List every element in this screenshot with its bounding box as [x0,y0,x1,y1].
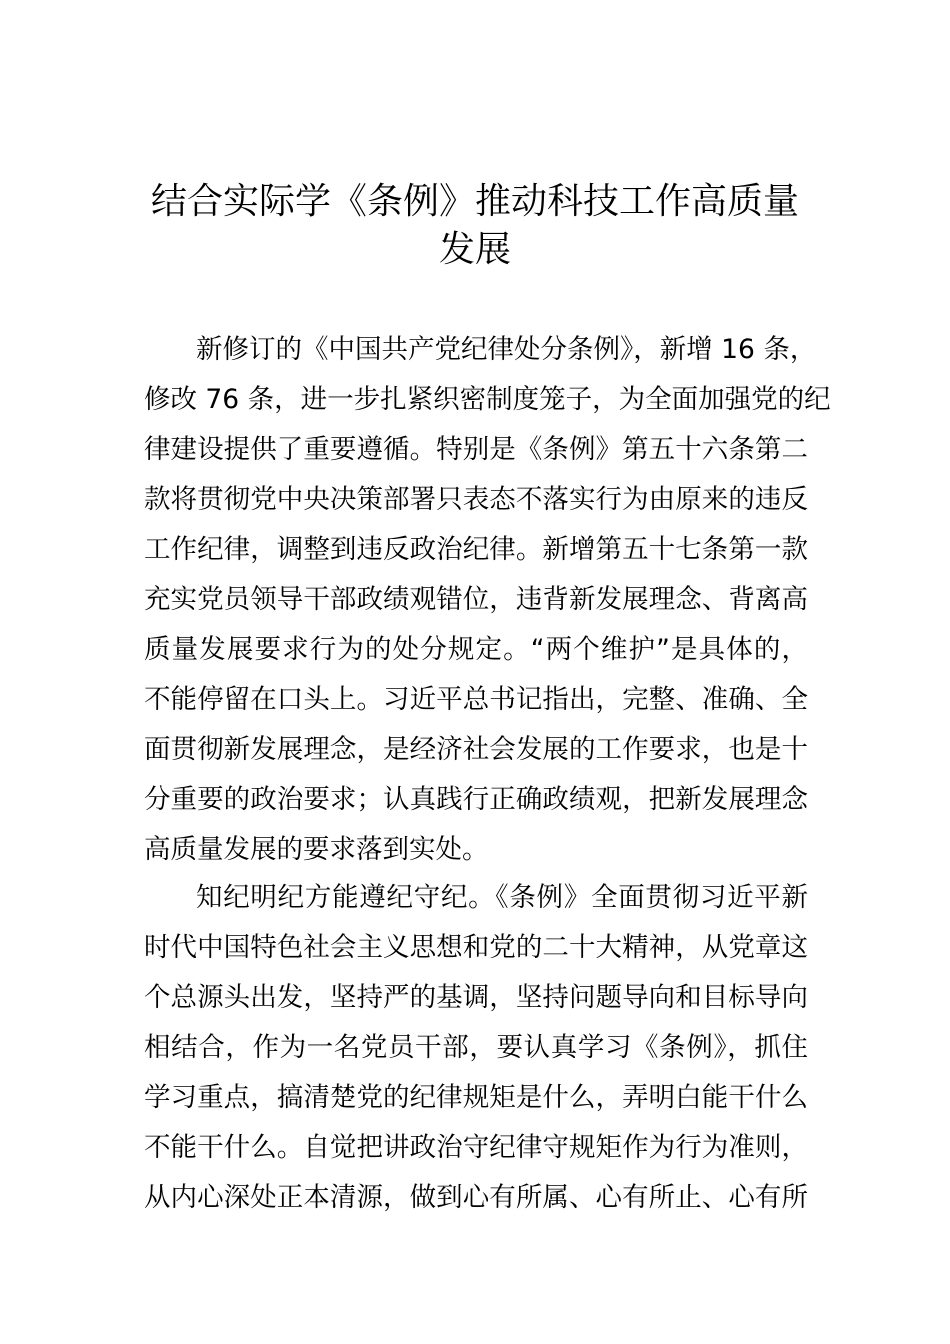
paragraph-1-line-1: 新修订的《中国共产党纪律处分条例》，新增 16 条， [196,334,817,365]
paragraph-1-line-6: 充实党员领导干部政绩观错位，违背新发展理念、背离高 [144,584,808,615]
paragraph-1-line-7: 质量发展要求行为的处分规定。“两个维护”是具体的， [144,634,808,665]
paragraph-2-line-5: 学习重点，搞清楚党的纪律规矩是什么，弄明白能干什么 [144,1082,808,1113]
paragraph-1-line-10: 分重要的政治要求；认真践行正确政绩观，把新发展理念 [144,784,808,815]
paragraph-1-line-5: 工作纪律，调整到违反政治纪律。新增第五十七条第一款 [144,534,808,565]
paragraph-2-line-2: 时代中国特色社会主义思想和党的二十大精神，从党章这 [144,932,808,963]
paragraph-1-line-8: 不能停留在口头上。习近平总书记指出，完整、准确、全 [144,684,808,715]
paragraph-2-line-7: 从内心深处正本清源，做到心有所属、心有所止、心有所 [144,1182,808,1213]
paragraph-2-line-4: 相结合，作为一名党员干部，要认真学习《条例》，抓住 [144,1032,808,1063]
paragraph-1-line-9: 面贯彻新发展理念，是经济社会发展的工作要求，也是十 [144,734,808,765]
paragraph-2-line-3: 个总源头出发，坚持严的基调，坚持问题导向和目标导向 [144,982,808,1013]
paragraph-1-line-11: 高质量发展的要求落到实处。 [144,834,489,865]
paragraph-1-line-2: 修改 76 条，进一步扎紧织密制度笼子，为全面加强党的纪 [144,384,831,415]
document-title-line-2: 发展 [438,229,511,270]
paragraph-2-line-1: 知纪明纪方能遵纪守纪。《条例》全面贯彻习近平新 [196,882,808,913]
paragraph-1-line-3: 律建设提供了重要遵循。特别是《条例》第五十六条第二 [144,434,808,465]
paragraph-1-line-4: 款将贯彻党中央决策部署只表态不落实行为由原来的违反 [144,484,808,515]
document-title-line-1: 结合实际学《条例》推动科技工作高质量 [150,181,799,222]
paragraph-2-line-6: 不能干什么。自觉把讲政治守纪律守规矩作为行为准则， [144,1132,808,1163]
